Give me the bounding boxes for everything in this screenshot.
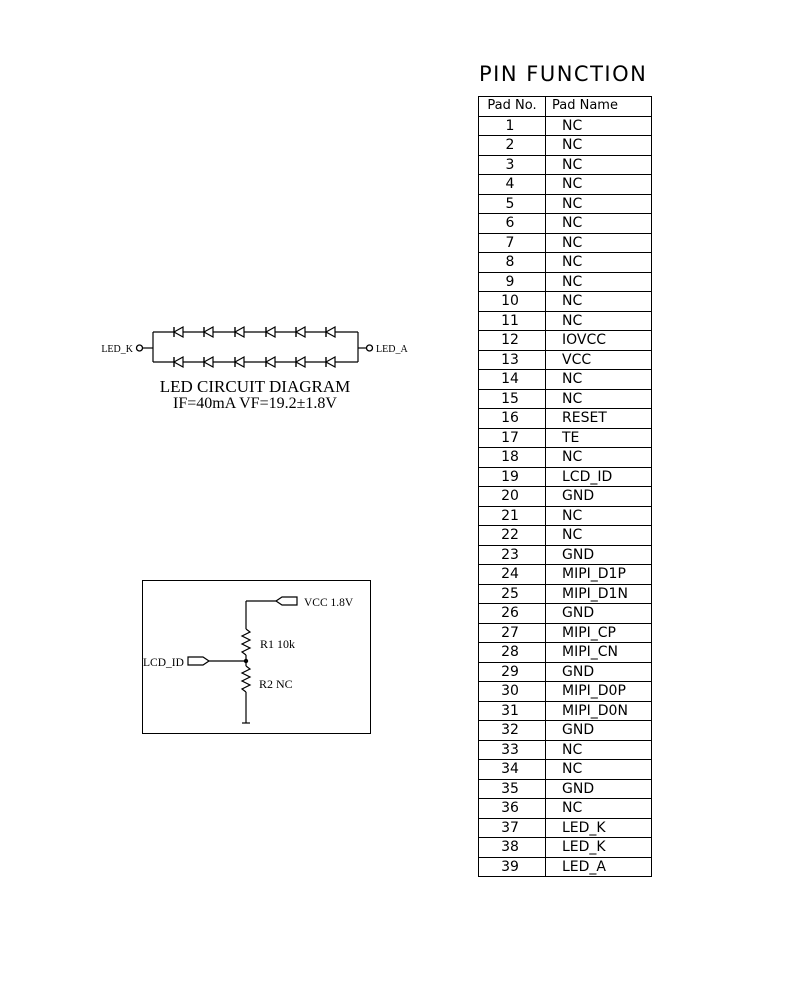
diode-icon [235, 327, 244, 337]
table-row [479, 662, 652, 682]
led-circuit-spec: IF=40mA VF=19.2±1.8V [173, 395, 337, 412]
pad-number: 6 [479, 214, 546, 234]
pad-no-header: Pad No. [479, 97, 546, 117]
pad-name: GND [546, 662, 652, 682]
r1-resistor [242, 629, 250, 655]
pad-name: NC [546, 272, 652, 292]
table-row [479, 487, 652, 507]
table-row [479, 389, 652, 409]
pad-number: 38 [479, 838, 546, 858]
table-row [479, 467, 652, 487]
diode-icon [174, 327, 183, 337]
pad-number: 25 [479, 584, 546, 604]
table-row [479, 779, 652, 799]
pad-name: GND [546, 545, 652, 565]
pad-name: MIPI_D0P [546, 682, 652, 702]
pad-number: 18 [479, 448, 546, 468]
pad-number: 26 [479, 604, 546, 624]
pad-number: 35 [479, 779, 546, 799]
table-row [479, 253, 652, 273]
table-row [479, 545, 652, 565]
pad-number: 4 [479, 175, 546, 195]
pad-name: NC [546, 370, 652, 390]
table-row [479, 350, 652, 370]
table-row [479, 233, 652, 253]
diode-icon [296, 357, 305, 367]
table-row [479, 584, 652, 604]
lcd-id-label: LCD_ID [143, 657, 184, 669]
pad-number: 30 [479, 682, 546, 702]
pad-name-header: Pad Name [546, 97, 652, 117]
table-row [479, 292, 652, 312]
table-row [479, 857, 652, 877]
pad-name: NC [546, 214, 652, 234]
r2-resistor [242, 666, 250, 692]
table-row [479, 799, 652, 819]
pad-name: NC [546, 506, 652, 526]
pad-name: NC [546, 136, 652, 156]
pad-number: 19 [479, 467, 546, 487]
pad-number: 36 [479, 799, 546, 819]
pad-number: 11 [479, 311, 546, 331]
table-row [479, 214, 652, 234]
pad-name: IOVCC [546, 331, 652, 351]
led-k-terminal [137, 345, 143, 351]
pad-name: GND [546, 487, 652, 507]
pad-number: 10 [479, 292, 546, 312]
table-row [479, 272, 652, 292]
pad-name: NC [546, 233, 652, 253]
pad-number: 34 [479, 760, 546, 780]
table-row [479, 565, 652, 585]
pad-number: 21 [479, 506, 546, 526]
pad-number: 16 [479, 409, 546, 429]
lcd-id-port-flag [188, 657, 209, 665]
table-row [479, 643, 652, 663]
diode-icon [296, 327, 305, 337]
table-row [479, 701, 652, 721]
pad-number: 1 [479, 116, 546, 136]
table-row [479, 818, 652, 838]
table-row [479, 760, 652, 780]
pad-name: GND [546, 604, 652, 624]
pad-number: 12 [479, 331, 546, 351]
pad-number: 31 [479, 701, 546, 721]
pin-function-title: PIN FUNCTION [479, 62, 648, 86]
table-row [479, 448, 652, 468]
pad-name: NC [546, 311, 652, 331]
pad-number: 7 [479, 233, 546, 253]
pad-name: NC [546, 253, 652, 273]
table-row [479, 682, 652, 702]
table-row [479, 428, 652, 448]
pad-number: 14 [479, 370, 546, 390]
pad-name: LED_A [546, 857, 652, 877]
pad-name: NC [546, 799, 652, 819]
pad-number: 5 [479, 194, 546, 214]
pad-name: MIPI_D1P [546, 565, 652, 585]
pad-number: 17 [479, 428, 546, 448]
table-row [479, 175, 652, 195]
led-a-label: LED_A [376, 344, 408, 355]
pad-name: TE [546, 428, 652, 448]
pad-name: NC [546, 448, 652, 468]
table-row [479, 740, 652, 760]
pad-number: 15 [479, 389, 546, 409]
pad-name: LED_K [546, 818, 652, 838]
led-circuit-title: LED CIRCUIT DIAGRAM [159, 377, 351, 396]
diode-icon [326, 357, 335, 367]
table-row [479, 331, 652, 351]
led-wires [143, 332, 366, 362]
led-a-terminal [367, 345, 373, 351]
pad-number: 32 [479, 721, 546, 741]
pad-name: NC [546, 175, 652, 195]
pad-name: NC [546, 292, 652, 312]
table-row [479, 194, 652, 214]
pin-table-header-row [479, 97, 652, 117]
pad-name: MIPI_D0N [546, 701, 652, 721]
pad-number: 33 [479, 740, 546, 760]
table-row [479, 838, 652, 858]
pad-name: MIPI_CN [546, 643, 652, 663]
vcc-port-flag [276, 597, 297, 605]
pad-name: NC [546, 116, 652, 136]
pad-name: LCD_ID [546, 467, 652, 487]
led-diode-array [174, 327, 335, 367]
pad-name: NC [546, 740, 652, 760]
led-k-label: LED_K [101, 344, 133, 355]
pad-name: GND [546, 779, 652, 799]
pad-number: 2 [479, 136, 546, 156]
pad-number: 29 [479, 662, 546, 682]
diode-icon [266, 357, 275, 367]
pad-name: NC [546, 760, 652, 780]
pad-number: 9 [479, 272, 546, 292]
pad-number: 3 [479, 155, 546, 175]
pad-number: 28 [479, 643, 546, 663]
pad-name: NC [546, 526, 652, 546]
pad-number: 23 [479, 545, 546, 565]
pad-number: 22 [479, 526, 546, 546]
table-row [479, 604, 652, 624]
pad-number: 13 [479, 350, 546, 370]
r1-label: R1 10k [260, 637, 296, 651]
table-row [479, 623, 652, 643]
pad-name: NC [546, 155, 652, 175]
diode-icon [326, 327, 335, 337]
pad-number: 27 [479, 623, 546, 643]
pad-number: 8 [479, 253, 546, 273]
diode-icon [174, 357, 183, 367]
vcc-label: VCC 1.8V [304, 597, 354, 609]
pad-name: NC [546, 194, 652, 214]
table-row [479, 506, 652, 526]
table-row [479, 526, 652, 546]
pad-name: GND [546, 721, 652, 741]
pin-function-table [478, 96, 652, 877]
table-row [479, 136, 652, 156]
pad-number: 20 [479, 487, 546, 507]
diode-icon [204, 357, 213, 367]
junction-dot [244, 659, 248, 663]
pad-name: NC [546, 389, 652, 409]
table-row [479, 311, 652, 331]
pad-number: 24 [479, 565, 546, 585]
table-row [479, 721, 652, 741]
pad-number: 39 [479, 857, 546, 877]
pad-number: 37 [479, 818, 546, 838]
diode-icon [204, 327, 213, 337]
pin-table-body [479, 116, 652, 877]
table-row [479, 409, 652, 429]
table-row [479, 370, 652, 390]
pad-name: RESET [546, 409, 652, 429]
table-row [479, 155, 652, 175]
pad-name: VCC [546, 350, 652, 370]
diode-icon [266, 327, 275, 337]
table-row [479, 116, 652, 136]
pad-name: MIPI_CP [546, 623, 652, 643]
pad-name: MIPI_D1N [546, 584, 652, 604]
lcd-id-circuit [143, 581, 371, 734]
diode-icon [235, 357, 244, 367]
r2-label: R2 NC [259, 677, 293, 691]
pad-name: LED_K [546, 838, 652, 858]
